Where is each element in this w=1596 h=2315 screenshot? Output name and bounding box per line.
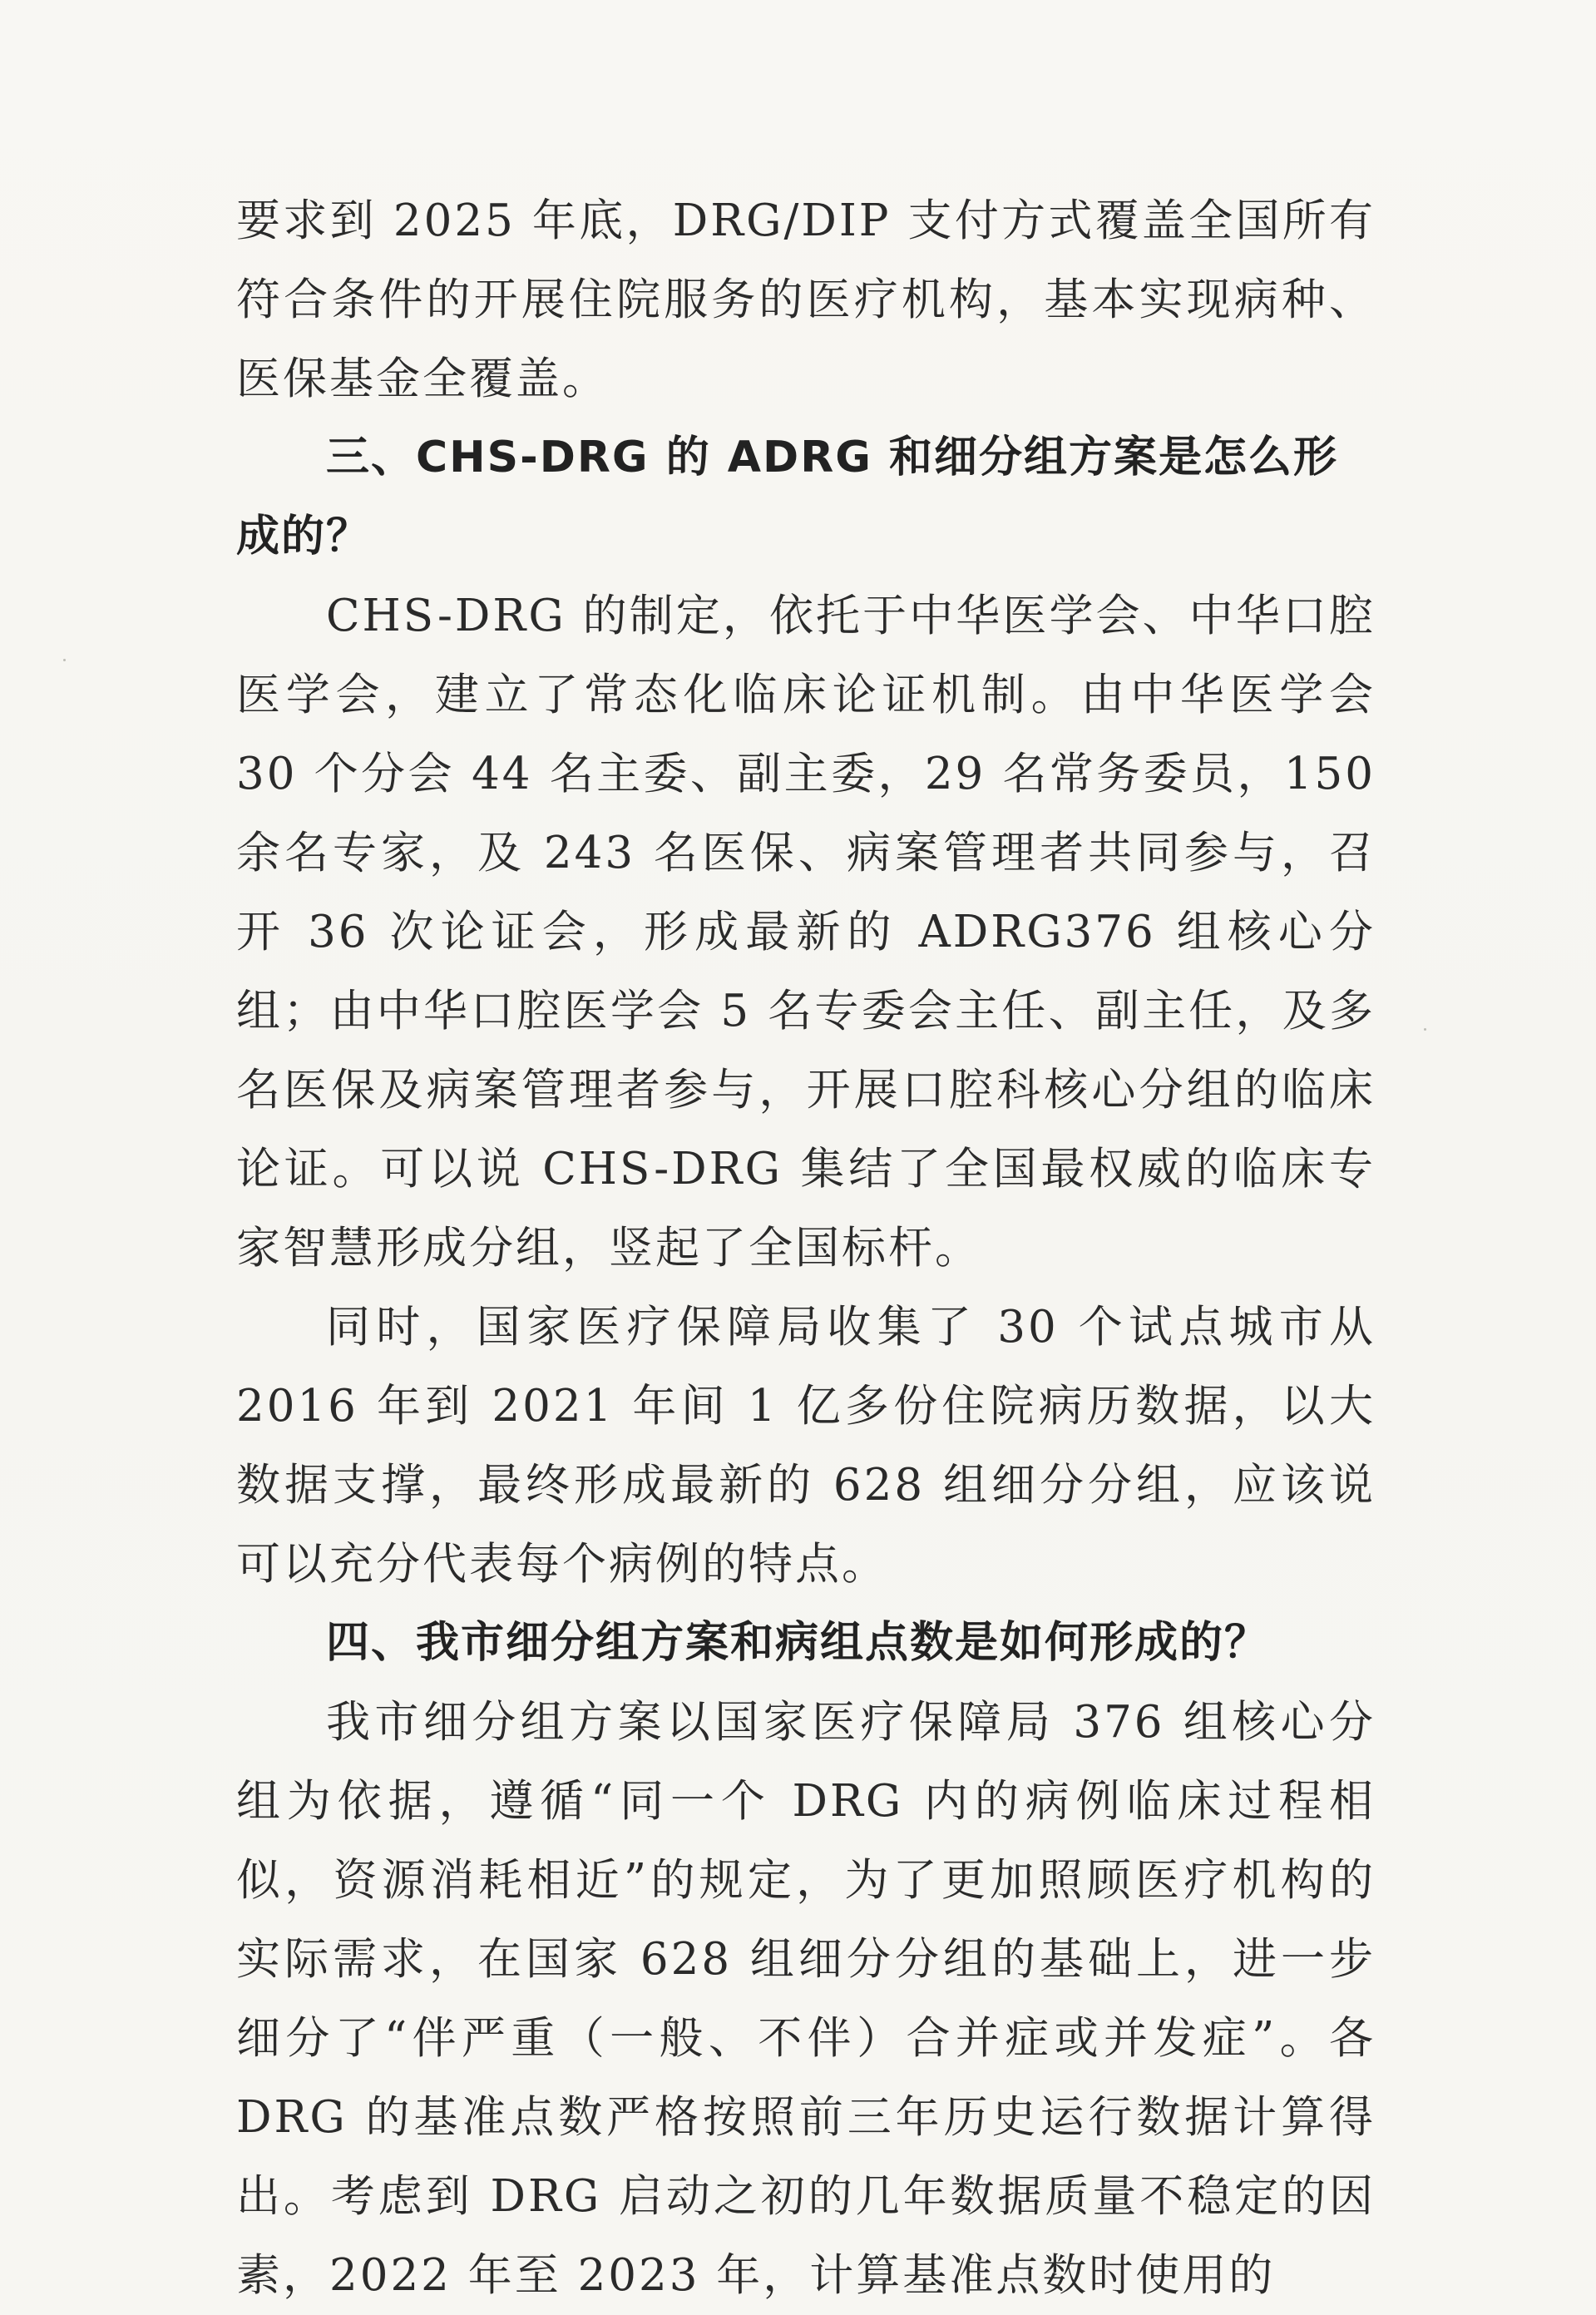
paragraph-coverage-requirement: 要求到 2025 年底，DRG/DIP 支付方式覆盖全国所有符合条件的开展住院服务的医疗机构，基本实现病种、医保基金全覆盖。 (236, 195, 1376, 404)
section-heading-4: 四、我市细分组方案和病组点数是如何形成的？ (326, 1618, 1270, 1668)
document-body (236, 181, 1376, 2315)
paragraph-chs-drg-formulation: CHS-DRG 的制定，依托于中华医学会、中华口腔医学会，建立了常态化临床论证机制。由中华医学会 30 个分会 44 名主委、副主委，29 名常务委员，150 余名专家，及 243 名医保、病案管理者共同参与，召开 36 次论证会，形成最新的 ADRG376 组核心分组；由中华口腔医学会 5 名专委会主任、副主任，及多名医保及病案管理者参与，开展口腔科核心分组的临床论证。可以说 CHS-DRG 集结了全国最权威的临床专家智慧形成分组，竖起了全国标杆。 (236, 591, 1376, 1274)
scan-speck (63, 659, 66, 661)
scan-speck (1424, 1028, 1426, 1031)
paragraph-national-data: 同时，国家医疗保障局收集了 30 个试点城市从 2016 年到 2021 年间 1 亿多份住院病历数据，以大数据支撑，最终形成最新的 628 组细分分组，应该说可以充分代表每个病例的特点。 (236, 1302, 1376, 1590)
paragraph-city-scheme: 我市细分组方案以国家医疗保障局 376 组核心分组为依据，遵循“同一个 DRG 内的病例临床过程相似，资源消耗相近”的规定，为了更加照顾医疗机构的实际需求，在国家 628 组细分分组的基础上，进一步细分了“伴严重（一般、不伴）合并症或并发症”。各 DRG 的基准点数严格按照前三年历史运行数据计算得出。考虑到 DRG 启动之初的几年数据质量不稳定的因素，2022 年至 2023 年，计算基准点数时使用的 (236, 1697, 1376, 2301)
section-heading-3: 三、CHS-DRG 的 ADRG 和细分组方案是怎么形成的？ (236, 433, 1339, 561)
